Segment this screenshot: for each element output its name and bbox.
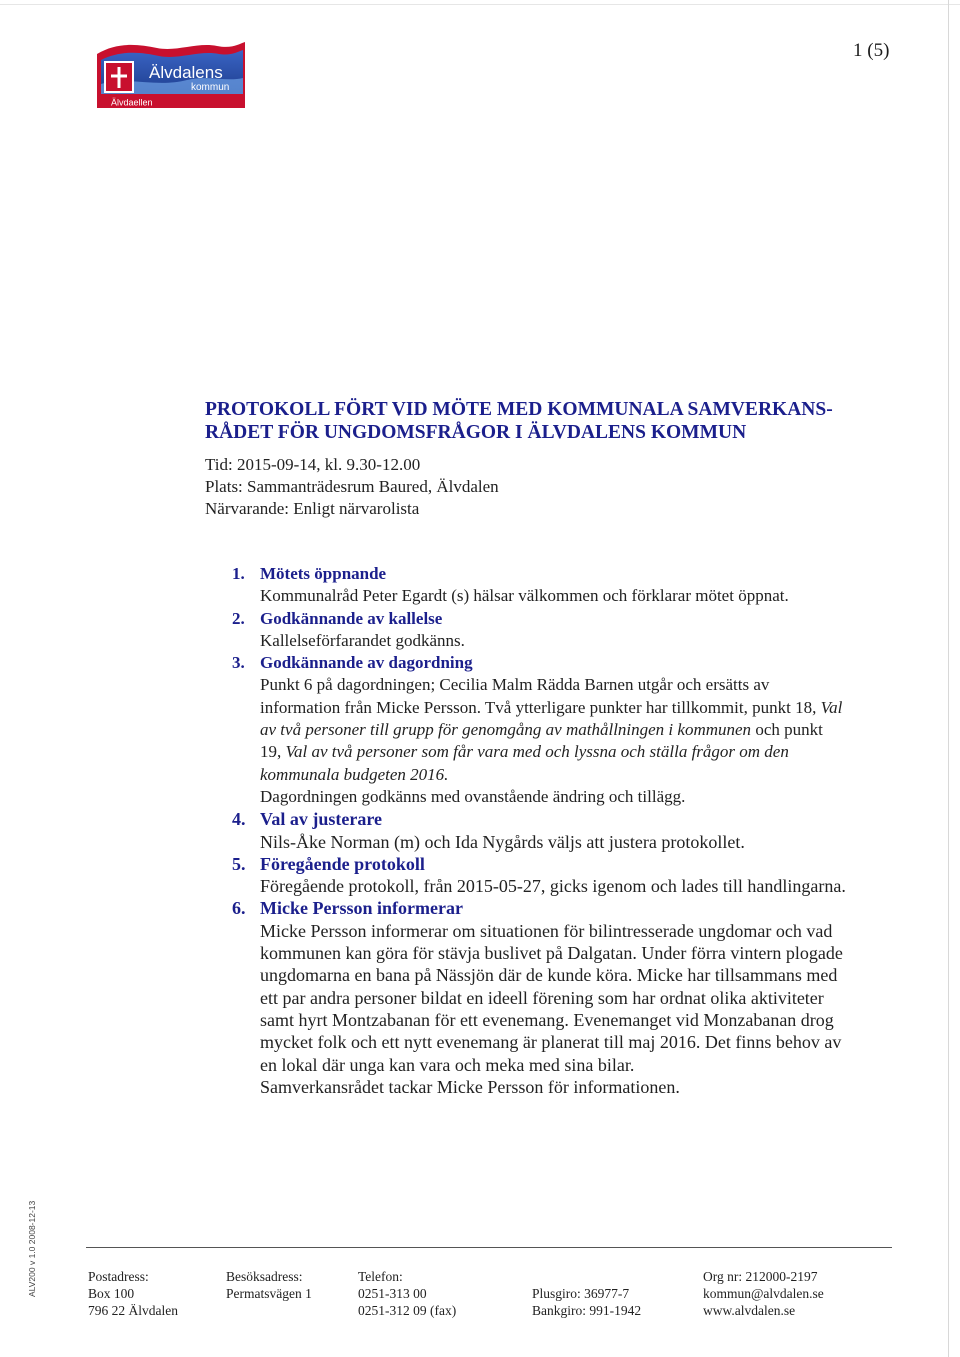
agenda-text: Kommunalråd Peter Egardt (s) hälsar välkommen och förklarar mötet öppnat.	[260, 586, 789, 606]
meeting-time: Tid: 2015-09-14, kl. 9.30-12.00	[205, 455, 421, 474]
meeting-place: Plats: Sammanträdesrum Baured, Älvdalen	[205, 477, 499, 496]
footer-value: Permatsvägen 1	[226, 1286, 312, 1301]
agenda-number: 6.	[232, 898, 246, 919]
page-number: 1 (5)	[853, 40, 890, 61]
document-title	[205, 398, 845, 444]
agenda-text	[260, 920, 848, 1098]
svg-text:Älvdaellen: Älvdaellen	[111, 97, 153, 108]
footer-website-link[interactable]: www.alvdalen.se	[703, 1303, 796, 1318]
agenda-heading: Mötets öppnande	[260, 564, 387, 583]
agenda-text	[260, 674, 848, 808]
footer-value: Box 100	[88, 1286, 135, 1301]
agenda-heading: Godkännande av dagordning	[260, 653, 473, 673]
agenda-item	[228, 897, 848, 1098]
agenda-number: 5.	[232, 853, 246, 874]
agenda-item	[228, 808, 848, 853]
template-revision: ALV200 v 1.0 2008-12-13	[27, 1200, 37, 1297]
footer-postal-address	[88, 1268, 178, 1319]
svg-text:kommun: kommun	[191, 82, 230, 93]
title-line-2: RÅDET FÖR UNGDOMSFRÅGOR I ÄLVDALENS KOMMUN	[205, 422, 747, 443]
agenda-heading: Godkännande av kallelse	[260, 608, 443, 628]
footer-divider	[86, 1247, 892, 1248]
footer-plusgiro: Plusgiro: 36977-7	[532, 1286, 630, 1301]
agenda-text-part: Micke Persson informerar om situationen för bilintresserade ungdomar och vad kommunen kan göra för stävja buslivet på Dalgatan. Under förra vintern plogade ungdomarna en bana på Nässjön där de kunde köra. Micke har tillsammans med ett par andra personer bildat en ideell förening som har ordnat olika aktiviteter samt hyrt Montzabanan för ett evenemang. Evenemanget vid Monzabanan drog mycket folk och ett nytt evenemang är planerat till maj 2016. Det finns behov av en lokal där unga kan vara och meka med sina bilar.	[260, 920, 843, 1075]
agenda-heading: Micke Persson informerar	[260, 898, 463, 919]
agenda-item	[228, 853, 848, 898]
agenda-heading: Föregående protokoll	[260, 853, 425, 874]
agenda-text: Kallelseförfarandet godkänns.	[260, 630, 465, 650]
footer-label: Besöksadress:	[226, 1269, 303, 1284]
footer-contact	[703, 1268, 824, 1319]
footer-bankgiro: Bankgiro: 991-1942	[532, 1303, 642, 1318]
meeting-meta	[205, 454, 499, 520]
title-line-1: PROTOKOLL FÖRT VID MÖTE MED KOMMUNALA SAMVERKANS-	[205, 399, 833, 420]
footer-visit-address	[226, 1268, 312, 1302]
page-top-edge	[0, 4, 960, 5]
agenda-text-part: Samverkansrådet tackar Micke Persson för informationen.	[260, 1076, 680, 1097]
agenda-item	[228, 652, 848, 808]
alvdalens-kommun-logo	[97, 40, 245, 108]
footer-phone	[358, 1268, 456, 1319]
agenda-item	[228, 563, 848, 608]
agenda-item	[228, 608, 848, 653]
agenda-text-italic: Val av två personer till grupp för genomgång av mathållningen i kommunen	[260, 697, 843, 740]
footer-value: 0251-313 00	[358, 1286, 427, 1301]
svg-text:Älvdalens: Älvdalens	[149, 63, 223, 82]
agenda-text: Nils-Åke Norman (m) och Ida Nygårds väljs att justera protokollet.	[260, 831, 745, 852]
footer-value: 796 22 Älvdalen	[88, 1303, 178, 1318]
agenda-number: 4.	[232, 809, 246, 830]
footer-value: 0251-312 09 (fax)	[358, 1303, 457, 1318]
page-right-edge	[948, 0, 949, 1357]
meeting-attendees: Närvarande: Enligt närvarolista	[205, 499, 420, 518]
footer-label: Telefon:	[358, 1269, 403, 1284]
agenda-number: 2.	[232, 608, 245, 628]
agenda-heading: Val av justerare	[260, 809, 382, 830]
agenda-text-part: Punkt 6 på dagordningen; Cecilia Malm Rädda Barnen utgår och ersätts av information från Micke Persson. Två ytterligare punkter har tillkommit, punkt 18,	[260, 675, 821, 717]
footer-email-link[interactable]: kommun@alvdalen.se	[703, 1286, 824, 1301]
agenda-text: Föregående protokoll, från 2015-05-27, gicks igenom och lades till handlingarna.	[260, 876, 846, 897]
footer-giro	[532, 1285, 641, 1319]
agenda-text-part: och punkt 19,	[260, 720, 823, 762]
agenda-number: 1.	[232, 564, 245, 583]
footer-label: Postadress:	[88, 1269, 149, 1284]
footer-org-number: Org nr: 212000-2197	[703, 1269, 818, 1284]
agenda-text-part: Dagordningen godkänns med ovanstående ändring och tillägg.	[260, 786, 686, 806]
agenda-list	[228, 563, 848, 1098]
agenda-text-italic: Val av två personer som får vara med och lyssna och ställa frågor om den kommunala budgeten 2016.	[260, 742, 789, 784]
agenda-number: 3.	[232, 653, 245, 673]
